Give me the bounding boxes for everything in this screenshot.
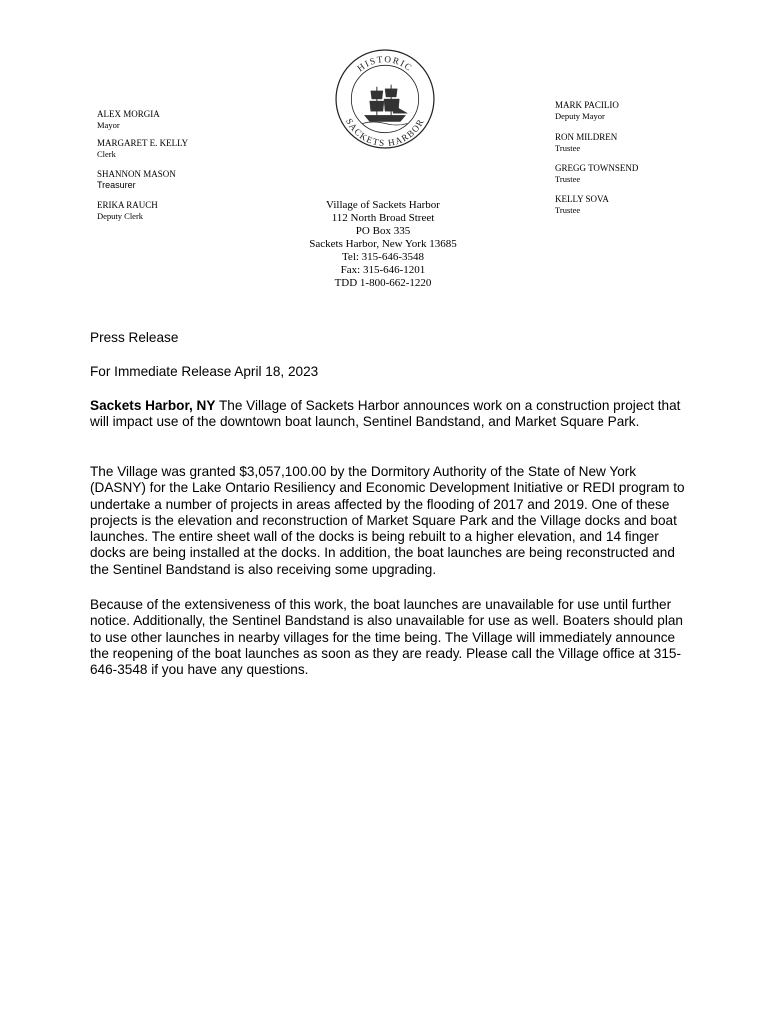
phone-number: Tel: 315-646-3548 — [341, 251, 425, 263]
paragraph-intro — [90, 398, 690, 431]
official-trustee — [555, 163, 638, 184]
official-name: MARGARET E. KELLY — [97, 138, 189, 148]
svg-text:HISTORIC — [355, 54, 414, 73]
village-address-block — [283, 199, 483, 290]
dateline: Sackets Harbor, NY — [90, 398, 216, 413]
official-title: Trustee — [555, 205, 581, 215]
address-line: 112 North Broad Street — [331, 212, 435, 224]
tdd-number: TDD 1-800-662-1220 — [334, 277, 432, 289]
ship-icon — [363, 85, 408, 125]
official-name: ERIKA RAUCH — [97, 200, 158, 210]
fax-number: Fax: 315-646-1201 — [340, 264, 426, 276]
release-date-line: For Immediate Release April 18, 2023 — [90, 364, 319, 379]
paragraph-grant: The Village was granted $3,057,100.00 by the Dormitory Authority of the State of New York (DASNY) for the Lake Ontario Resiliency and Economic Development Initiative or REDI program to undertake a number of projects in areas affected by the flooding of 2017 and 2019. One of these projects is the elevation and reconstruction of Market Square Park and the Village docks and boat launches. The entire sheet wall of the docks is being rebuilt to a higher elevation, and 14 finger docks are being installed at the docks. In addition, the boat launches are being reconstructed and the Sentinel Bandstand is also receiving some upgrading. — [90, 464, 685, 577]
official-name: SHANNON MASON — [97, 169, 176, 179]
official-title: Trustee — [555, 174, 581, 184]
address-line: PO Box 335 — [355, 225, 411, 237]
address-line: Village of Sackets Harbor — [326, 199, 440, 211]
official-name: GREGG TOWNSEND — [555, 163, 639, 173]
official-name: MARK PACILIO — [555, 100, 619, 110]
official-title: Mayor — [97, 120, 120, 130]
official-name: RON MILDREN — [555, 132, 618, 142]
official-trustee — [555, 132, 617, 153]
official-title: Treasurer — [97, 180, 136, 190]
official-title: Deputy Mayor — [555, 111, 605, 121]
official-title: Deputy Clerk — [97, 211, 144, 221]
official-title: Clerk — [97, 149, 116, 159]
official-name: ALEX MORGIA — [97, 109, 160, 119]
address-line: Sackets Harbor, New York 13685 — [309, 238, 457, 250]
seal-bottom-text: SACKETS HARBOR — [343, 116, 427, 149]
official-mayor — [97, 109, 160, 130]
paragraph-closure: Because of the extensiveness of this work, the boat launches are unavailable for use until further notice. Additionally, the Sentinel Bandstand is also unavailable for use as well. Boaters should plan to use other launches in nearby villages for the time being. The Village will immediately announce the reopening of the boat launches as soon as they are ready. Please call the Village office at 315-646-3548 if you have any questions. — [90, 597, 683, 678]
official-clerk — [97, 138, 188, 159]
official-treasurer — [97, 169, 176, 190]
press-release-heading: Press Release — [90, 330, 179, 345]
official-deputy-mayor — [555, 100, 619, 121]
village-seal-logo — [334, 48, 436, 150]
intro-text: The Village of Sackets Harbor announces work on a construction project that will impact use of the downtown boat launch, Sentinel Bandstand, and Market Square Park. — [90, 398, 681, 430]
official-trustee — [555, 194, 609, 215]
official-name: KELLY SOVA — [555, 194, 609, 204]
official-deputy-clerk — [97, 200, 158, 221]
official-title: Trustee — [555, 143, 581, 153]
seal-top-text: HISTORIC — [355, 54, 415, 74]
